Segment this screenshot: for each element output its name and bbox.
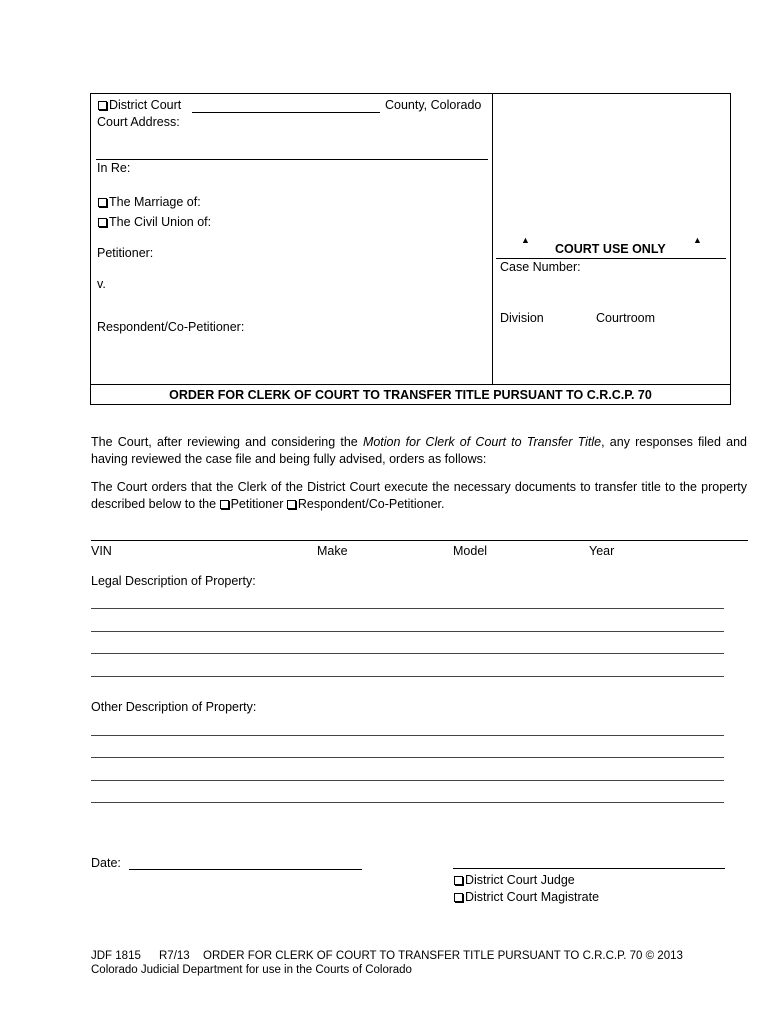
order-paragraph-2 — [91, 479, 747, 513]
court-address-label: Court Address: — [97, 115, 180, 129]
respondent-option-label: Respondent/Co-Petitioner. — [297, 497, 445, 511]
footer-department: Colorado Judicial Department for use in the Courts of Colorado — [91, 964, 412, 976]
civil-union-label: The Civil Union of: — [109, 215, 212, 229]
legal-description-label: Legal Description of Property: — [91, 574, 256, 588]
year-header: Year — [589, 544, 615, 558]
up-arrow-icon: ▲ — [693, 235, 702, 245]
courtroom-label: Courtroom — [596, 311, 656, 325]
vin-header: VIN — [91, 544, 112, 558]
petitioner-label: Petitioner: — [97, 246, 154, 260]
other-description-line[interactable] — [91, 735, 724, 736]
respondent-checkbox[interactable] — [287, 500, 296, 509]
document-title: ORDER FOR CLERK OF COURT TO TRANSFER TITLE PURSUANT TO C.R.C.P. 70 — [169, 388, 652, 402]
division-label: Division — [500, 311, 544, 325]
district-court-checkbox[interactable] — [98, 101, 107, 110]
county-name-field[interactable] — [192, 112, 380, 113]
form-number: JDF 1815 — [91, 950, 141, 962]
marriage-label: The Marriage of: — [109, 195, 201, 209]
marriage-checkbox[interactable] — [98, 198, 107, 207]
civil-union-option — [98, 215, 211, 229]
legal-description-line[interactable] — [91, 608, 724, 609]
other-description-line[interactable] — [91, 757, 724, 758]
date-field[interactable] — [129, 869, 362, 870]
judge-checkbox[interactable] — [454, 876, 463, 885]
court-use-only-underline — [496, 258, 726, 259]
up-arrow-icon: ▲ — [521, 235, 530, 245]
footer-form-title: ORDER FOR CLERK OF COURT TO TRANSFER TITLE PURSUANT TO C.R.C.P. 70 © 2013 — [203, 950, 683, 962]
legal-description-line[interactable] — [91, 653, 724, 654]
other-description-label: Other Description of Property: — [91, 700, 257, 714]
title-row-divider — [90, 384, 731, 385]
caption-divider — [492, 93, 493, 385]
model-header: Model — [453, 544, 488, 558]
para1-text-before: The Court, after reviewing and considering the — [91, 435, 363, 449]
petitioner-checkbox[interactable] — [220, 500, 229, 509]
case-number-label: Case Number: — [500, 260, 581, 274]
magistrate-checkbox[interactable] — [454, 893, 463, 902]
legal-description-line[interactable] — [91, 676, 724, 677]
respondent-label: Respondent/Co-Petitioner: — [97, 320, 245, 334]
county-colorado-label: County, Colorado — [385, 98, 482, 112]
para2-text: The Court orders that the Clerk of the District Court execute the necessary documents to transfer title to the property described below to the — [91, 480, 747, 511]
district-court-line — [98, 98, 181, 112]
other-description-line[interactable] — [91, 780, 724, 781]
district-court-label: District Court — [109, 98, 182, 112]
legal-description-line[interactable] — [91, 631, 724, 632]
magistrate-label: District Court Magistrate — [465, 890, 600, 904]
para1-text-after: , any responses filed and having reviewed the case file and being fully advised, orders as follows: — [91, 435, 747, 466]
make-header: Make — [317, 544, 348, 558]
vehicle-header-rule — [91, 540, 748, 541]
civil-union-checkbox[interactable] — [98, 218, 107, 227]
form-revision: R7/13 — [159, 950, 190, 962]
in-re-label: In Re: — [97, 161, 131, 175]
other-description-line[interactable] — [91, 802, 724, 803]
court-address-underline — [96, 159, 488, 160]
marriage-option — [98, 195, 201, 209]
order-paragraph-1 — [91, 434, 747, 468]
petitioner-option-label: Petitioner — [230, 497, 284, 511]
judge-option — [454, 873, 575, 887]
signature-line[interactable] — [453, 868, 725, 869]
magistrate-option — [454, 890, 599, 904]
date-label: Date: — [91, 856, 121, 870]
court-use-only-label: COURT USE ONLY — [555, 242, 666, 256]
versus-label: v. — [97, 277, 106, 291]
judge-label: District Court Judge — [465, 873, 575, 887]
motion-title: Motion for Clerk of Court to Transfer Title — [362, 435, 602, 449]
